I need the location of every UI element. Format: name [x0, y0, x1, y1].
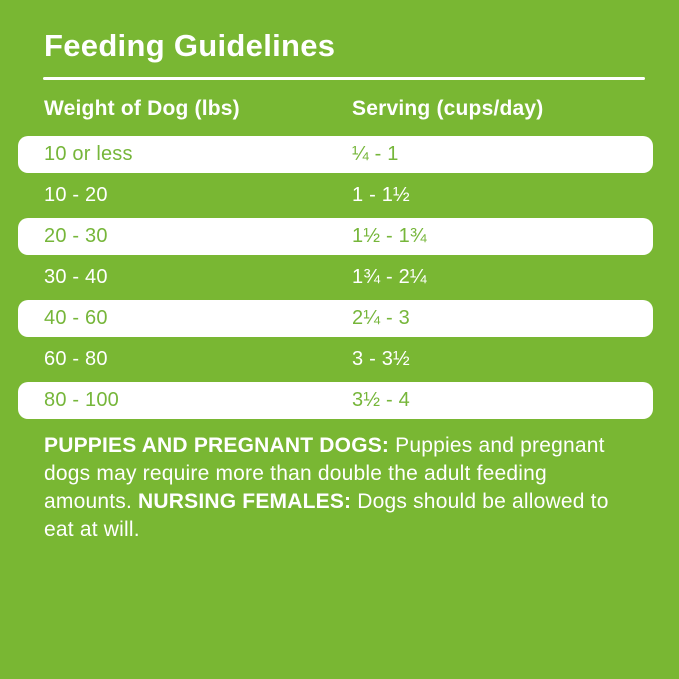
- table-row: [18, 382, 653, 419]
- weight-cell: 10 or less: [44, 143, 133, 165]
- table-row: [18, 177, 653, 214]
- puppies-pregnant-text: Puppies and pregnant dogs may require more than double the adult feeding amounts.: [44, 434, 605, 513]
- weight-cell: 20 - 30: [44, 225, 108, 247]
- table-row: [18, 136, 653, 173]
- serving-cell: ¼ - 1: [352, 143, 399, 165]
- title-divider: [43, 77, 645, 80]
- weight-cell: 10 - 20: [44, 184, 108, 206]
- footer-note: [44, 432, 638, 544]
- table-row: [18, 218, 653, 255]
- puppies-pregnant-label: PUPPIES AND PREGNANT DOGS:: [44, 434, 390, 457]
- feeding-table: [18, 136, 653, 423]
- table-row: [18, 300, 653, 337]
- table-header-row: [44, 97, 543, 121]
- serving-cell: 3½ - 4: [352, 389, 410, 411]
- page-title: Feeding Guidelines: [44, 28, 336, 63]
- table-row: [18, 341, 653, 378]
- serving-cell: 1¾ - 2¼: [352, 266, 427, 288]
- weight-cell: 30 - 40: [44, 266, 108, 288]
- weight-cell: 40 - 60: [44, 307, 108, 329]
- column-header-weight: Weight of Dog (lbs): [44, 97, 240, 120]
- serving-cell: 3 - 3½: [352, 348, 410, 370]
- weight-cell: 80 - 100: [44, 389, 119, 411]
- nursing-females-label: NURSING FEMALES:: [138, 490, 352, 513]
- weight-cell: 60 - 80: [44, 348, 108, 370]
- serving-cell: 1 - 1½: [352, 184, 410, 206]
- serving-cell: 2¼ - 3: [352, 307, 410, 329]
- serving-cell: 1½ - 1¾: [352, 225, 427, 247]
- table-row: [18, 259, 653, 296]
- nursing-females-text: Dogs should be allowed to eat at will.: [44, 490, 609, 541]
- column-header-serving: Serving (cups/day): [352, 97, 544, 120]
